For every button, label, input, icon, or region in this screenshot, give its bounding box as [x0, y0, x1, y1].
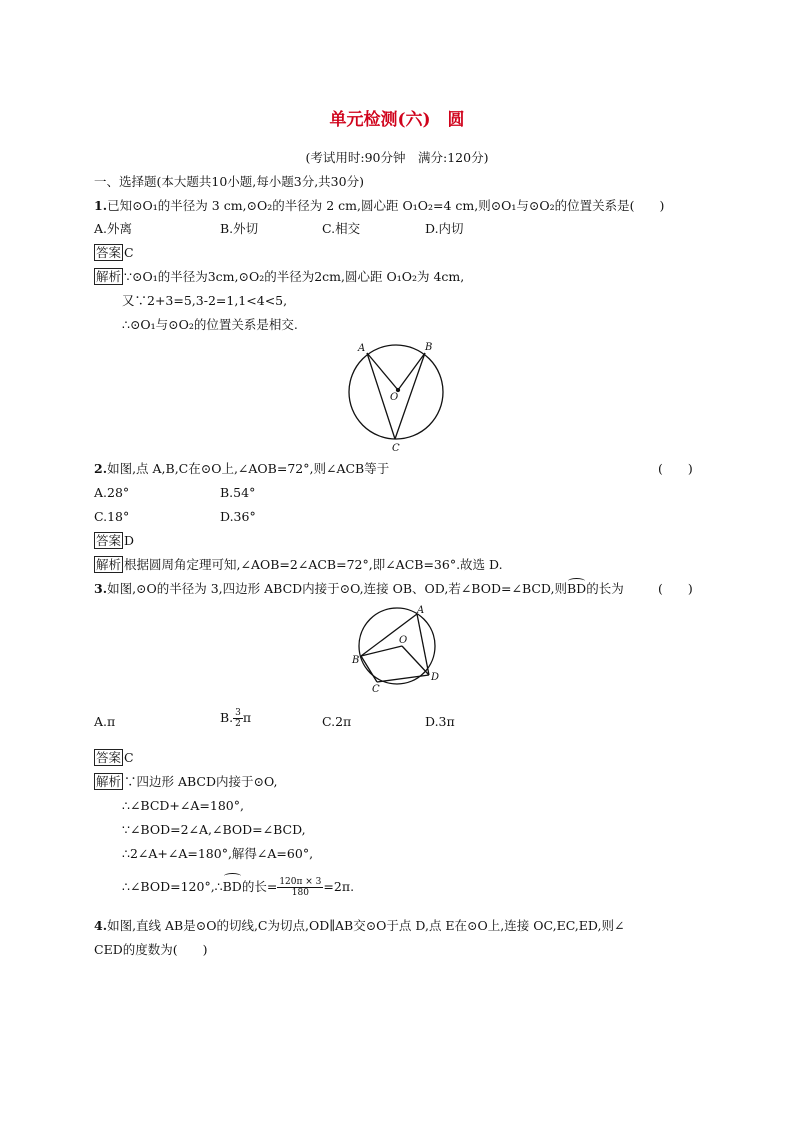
denominator: 180 [291, 888, 309, 898]
segment-ao [367, 353, 398, 390]
option-c: C.2π [322, 714, 352, 729]
label-d: D [431, 672, 440, 683]
denominator: 2 [235, 719, 241, 729]
analysis-row [94, 774, 277, 790]
label-b: B [425, 342, 433, 353]
analysis-line: ∵⊙O₁的半径为3cm,⊙O₂的半径为2cm,圆心距 O₁O₂为 4cm, [124, 269, 465, 284]
label-o: O [390, 392, 399, 403]
segment-cd [377, 675, 429, 682]
option-b [220, 708, 251, 729]
answer-label: 答案 [96, 750, 122, 765]
analysis-line: 根据圆周角定理可知,∠AOB=2∠ACB=72°,即∠ACB=36°.故选 D. [124, 557, 503, 572]
label-b: B [352, 655, 360, 666]
analysis-line: ∵∠BOD=2∠A,∠BOD=∠BCD, [122, 822, 306, 837]
exam-info: (考试用时:90分钟 满分:120分) [305, 150, 489, 165]
question-number: 1. [94, 198, 108, 213]
circle-figure-q3 [350, 600, 450, 695]
analysis-label: 解析 [96, 269, 122, 284]
option-a: A.28° [94, 485, 130, 500]
analysis-line: 又∵2+3=5,3-2=1,1<4<5, [122, 293, 288, 308]
segment-bc [361, 656, 377, 682]
arc-bd: BD [566, 581, 587, 596]
analysis-last-line [122, 876, 354, 898]
option-b-letter: B. [220, 710, 234, 725]
question-2 [94, 461, 389, 477]
page-title: 单元检测(六) 圆 [329, 110, 465, 130]
question-4-cont: CED的度数为( ) [94, 942, 208, 957]
label-a: A [417, 605, 425, 616]
option-c: C.18° [94, 509, 130, 524]
analysis-label: 解析 [96, 774, 122, 789]
option-d: D.3π [425, 714, 455, 729]
option-b: B.54° [220, 485, 256, 500]
option-d: D.36° [220, 509, 256, 524]
label-o: O [399, 635, 408, 646]
arc-length-fraction [277, 877, 323, 898]
answer-value: C [124, 245, 134, 260]
analysis-text: ∴∠BOD=120°,∴ [122, 879, 223, 894]
analysis-row [94, 269, 464, 285]
arc-bd: BD [223, 876, 242, 898]
label-c: C [372, 684, 380, 695]
analysis-line: ∵四边形 ABCD内接于⊙O, [124, 774, 278, 789]
question-text-tail: 的长为 [586, 581, 624, 596]
option-c: C.相交 [322, 221, 361, 236]
analysis-text: 的长= [241, 879, 278, 894]
option-a: A.π [94, 714, 116, 729]
answer-value: C [124, 750, 134, 765]
answer-row [94, 245, 134, 261]
analysis-line: ∴2∠A+∠A=180°,解得∠A=60°, [122, 846, 314, 861]
fraction-three-halves [233, 708, 243, 729]
analysis-row [94, 557, 503, 573]
question-text: 如图,⊙O的半径为 3,四边形 ABCD内接于⊙O,连接 OB、OD,若∠BOD=∠BCD,则 [107, 581, 567, 596]
pi-symbol: π [242, 710, 252, 725]
question-1 [94, 198, 664, 214]
segment-od [402, 646, 429, 675]
analysis-line: ∴⊙O₁与⊙O₂的位置关系是相交. [122, 317, 298, 332]
answer-value: D [124, 533, 135, 548]
answer-label: 答案 [96, 245, 122, 260]
answer-row [94, 533, 134, 549]
numerator: 120π × 3 [279, 877, 322, 887]
answer-label: 答案 [96, 533, 122, 548]
segment-bo [398, 353, 425, 390]
question-text: 如图,直线 AB是⊙O的切线,C为切点,OD∥AB交⊙O于点 D,点 E在⊙O上,连接 OC,EC,ED,则∠ [107, 918, 625, 933]
question-number: 2. [94, 461, 108, 476]
question-number: 4. [94, 918, 108, 933]
question-3 [94, 581, 624, 597]
numerator: 3 [235, 708, 241, 718]
option-a: A.外离 [94, 221, 133, 236]
question-text: 已知⊙O₁的半径为 3 cm,⊙O₂的半径为 2 cm,圆心距 O₁O₂=4 cm,则⊙O₁与⊙O₂的位置关系是( ) [107, 198, 665, 213]
option-b: B.外切 [220, 221, 259, 236]
answer-paren: ( ) [658, 461, 693, 476]
answer-paren: ( ) [658, 581, 693, 596]
segment-bc [395, 353, 425, 439]
analysis-line: ∴∠BCD+∠A=180°, [122, 798, 244, 813]
answer-row [94, 750, 134, 766]
option-d: D.内切 [425, 221, 464, 236]
question-text: 如图,点 A,B,C在⊙O上,∠AOB=72°,则∠ACB等于 [107, 461, 390, 476]
label-a: A [358, 343, 366, 354]
question-number: 3. [94, 581, 108, 596]
label-c: C [392, 443, 400, 453]
circle-figure-q2 [345, 338, 450, 453]
section-heading: 一、选择题(本大题共10小题,每小题3分,共30分) [94, 174, 364, 189]
question-4 [94, 918, 624, 934]
analysis-label: 解析 [96, 557, 122, 572]
analysis-text: =2π. [323, 879, 355, 894]
